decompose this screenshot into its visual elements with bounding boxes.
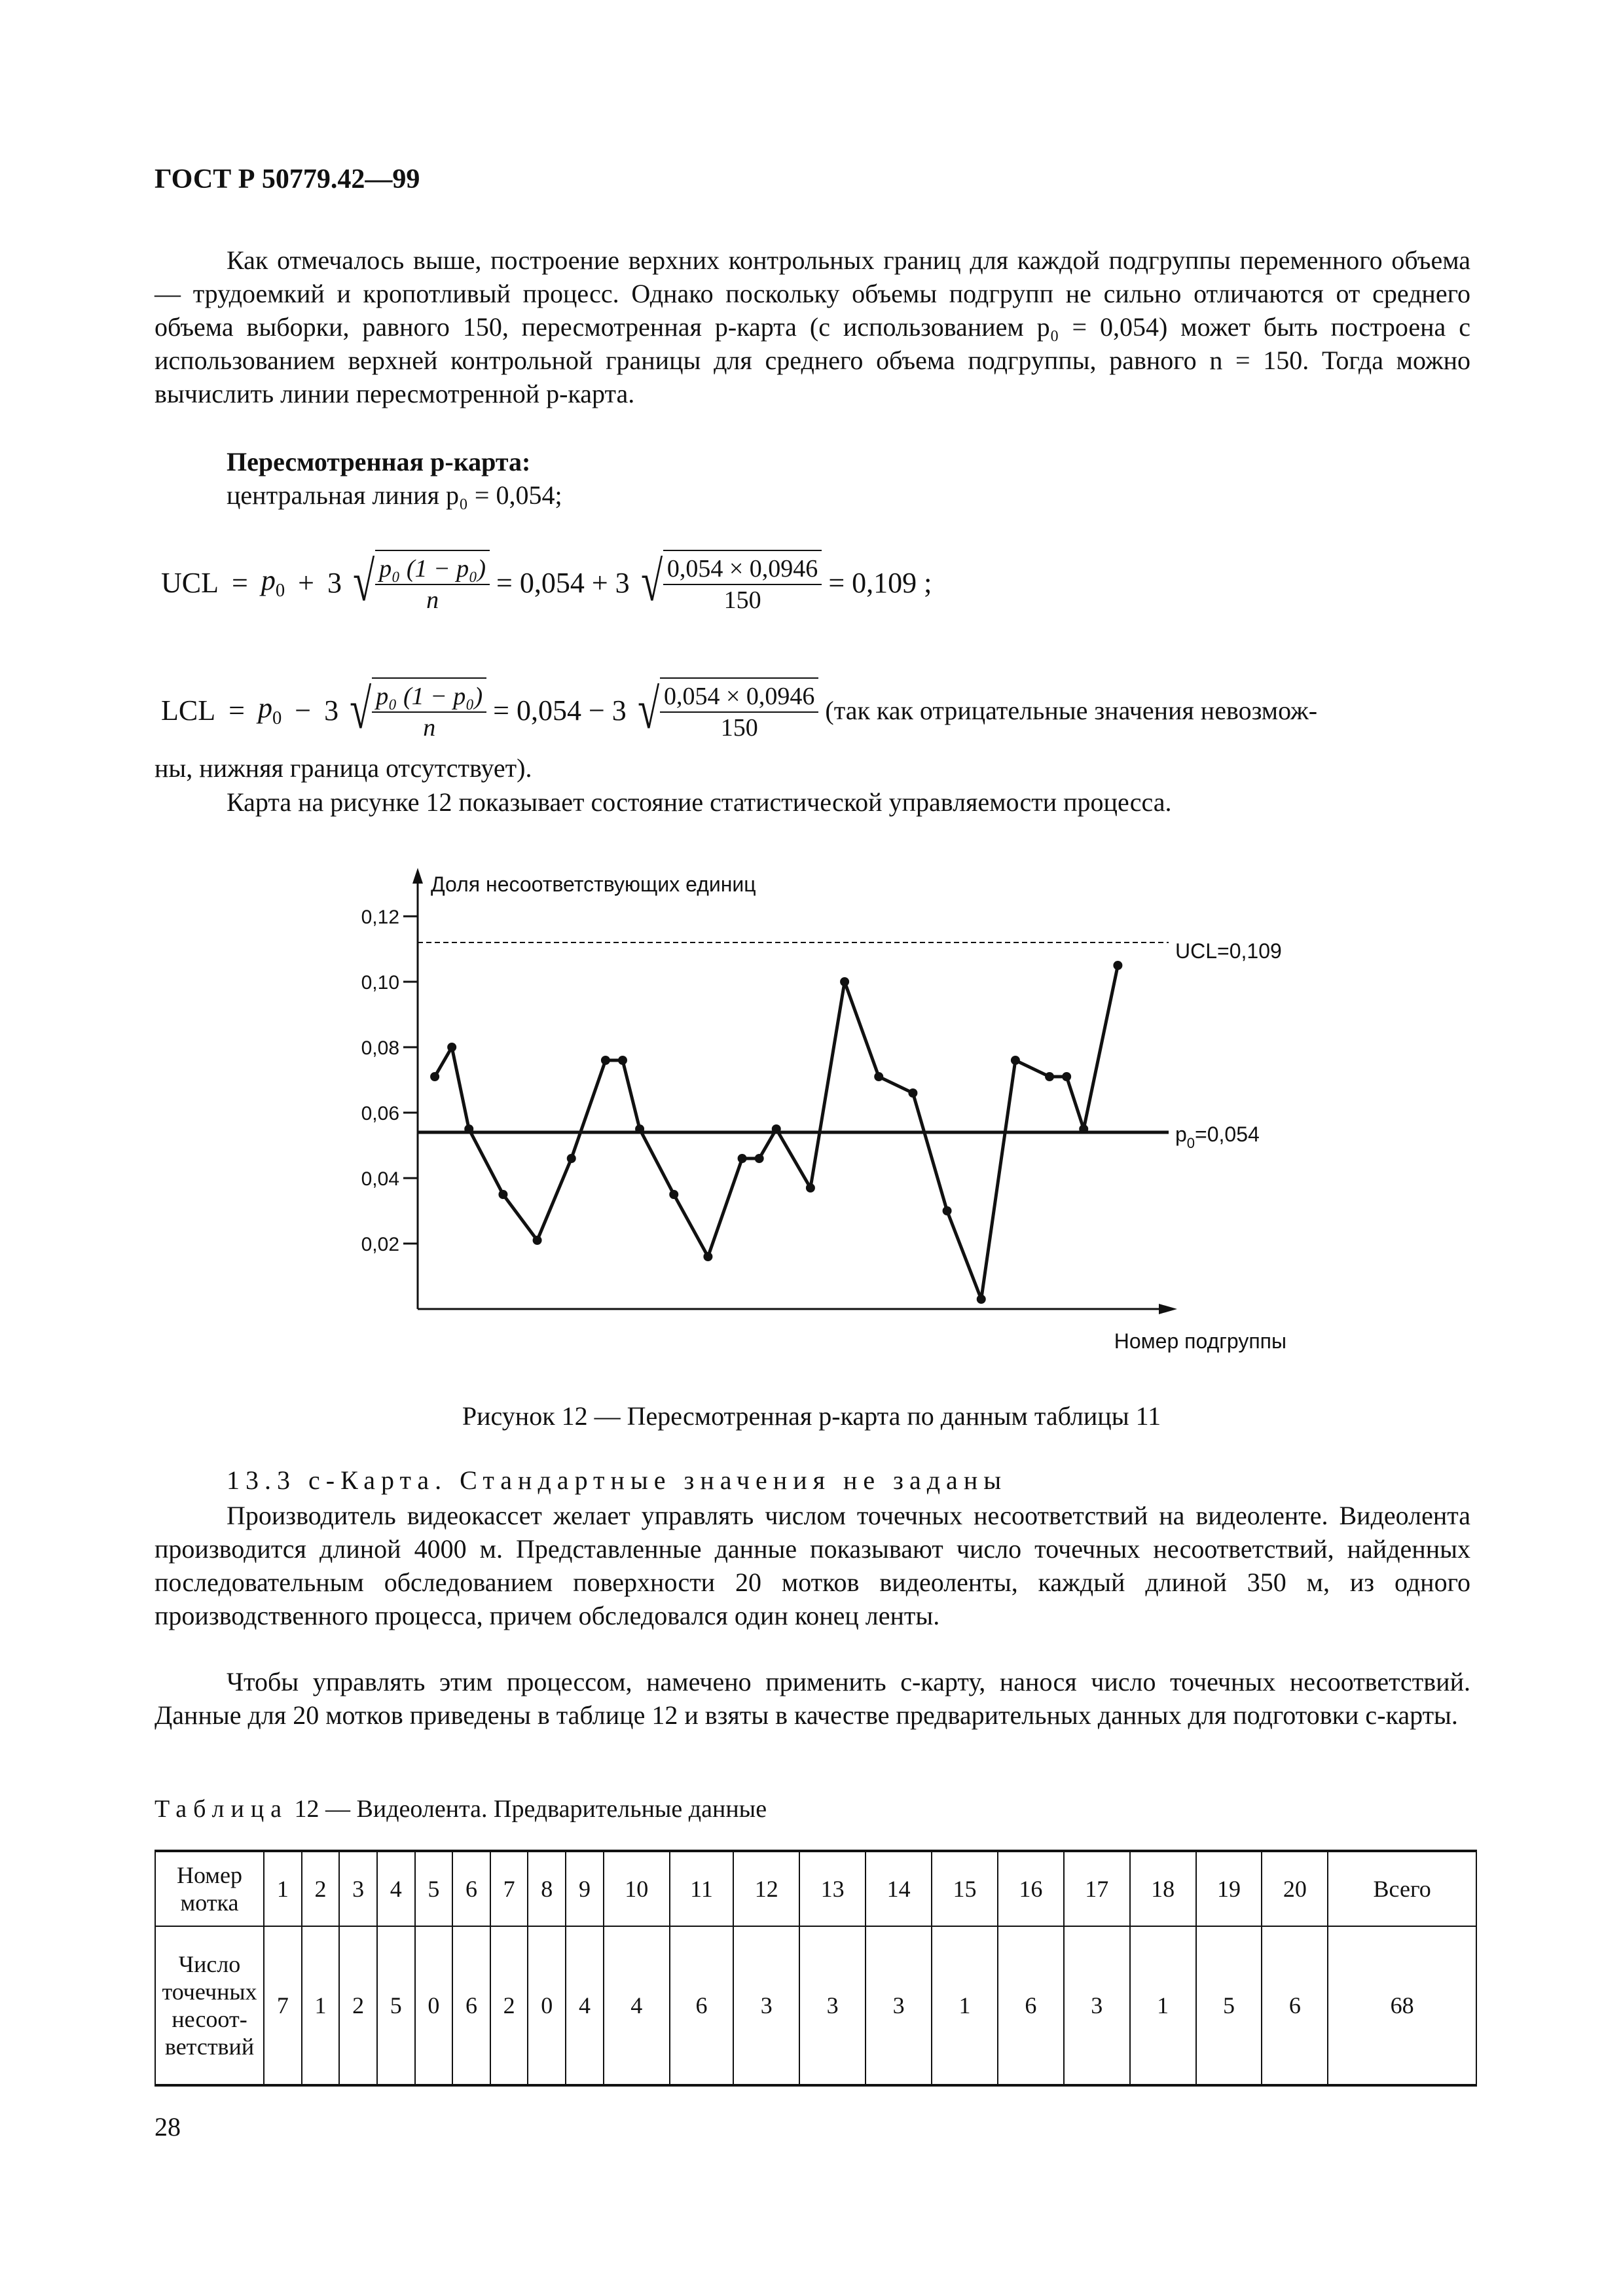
table-col-header: 4 <box>377 1851 415 1926</box>
revised-chart-heading: Пересмотренная p-карта: <box>227 447 531 476</box>
ucl-den2: 150 <box>723 586 761 614</box>
table-col-header: 14 <box>866 1851 932 1926</box>
section-paragraph-1: Производитель видеокассет желает управлять числом точечных несоответствий на видеоленте. Видеолента производится длиной 4000 м. Представленные данные показывают число точечных несоответствий, найденных последовательным обследованием поверхности 20 мотков видеоленты, каждый длиной 350 м, из одного производственного процесса, причем обследовался один конец ленты. <box>155 1501 1470 1630</box>
ucl-eq: = <box>232 566 248 599</box>
table-col-header: 11 <box>670 1851 734 1926</box>
lcl-tail: (так как отрицательные значения невозмож- <box>825 695 1318 725</box>
table-col-header: 18 <box>1130 1851 1196 1926</box>
table-cell: 7 <box>264 1926 302 2085</box>
section-title <box>227 1465 1007 1496</box>
lcl-den2: 150 <box>720 714 758 742</box>
data-table <box>155 1850 1477 2087</box>
y-tick-label: 0,06 <box>361 1103 399 1124</box>
table-cell: 4 <box>566 1926 604 2085</box>
table-title-word: Таблица <box>155 1795 289 1823</box>
chart-ticks <box>361 906 418 1255</box>
y-tick-label: 0,02 <box>361 1234 399 1255</box>
table-col-header: 15 <box>932 1851 998 1926</box>
table-col-header: 12 <box>733 1851 799 1926</box>
p-chart-svg <box>327 851 1336 1374</box>
table-col-header: 6 <box>452 1851 490 1926</box>
table-cell: 0 <box>528 1926 566 2085</box>
table-col-header: 7 <box>490 1851 528 1926</box>
table-cell: 3 <box>866 1926 932 2085</box>
table-cell: 6 <box>670 1926 734 2085</box>
page-number: 28 <box>155 2112 181 2142</box>
table-cell: 3 <box>733 1926 799 2085</box>
x-axis-arrow <box>1159 1304 1177 1314</box>
table-cell: 2 <box>490 1926 528 2085</box>
data-point <box>738 1154 747 1163</box>
lcl-three: 3 <box>324 694 339 726</box>
data-point <box>840 977 849 986</box>
lcl-eq: = <box>228 694 245 726</box>
ucl-num: p₀ (1 − p₀) <box>379 555 486 583</box>
table-col-header: 9 <box>566 1851 604 1926</box>
data-point <box>430 1072 439 1081</box>
data-point <box>635 1124 644 1134</box>
paragraph-intro: Как отмечалось выше, построение верхних контрольных границ для каждой подгруппы переменного объема — трудоемкий и кропотливый процесс. Однако поскольку объемы подгрупп не сильно отличаются от среднего объема выборки, равного 150, пересмотренная p-карта (с использованием p₀ = 0,054) может быть построена с использованием верхней контрольной границы для среднего объема подгруппы, равного n = 150. Тогда можно вычислить линии пересмотренной p-карта. <box>155 245 1470 408</box>
data-point <box>447 1043 456 1052</box>
section-number: 13.3 <box>227 1465 296 1495</box>
data-point <box>1011 1056 1020 1065</box>
table-cell: 6 <box>452 1926 490 2085</box>
lcl-den: n <box>423 714 436 742</box>
lcl-num: p₀ (1 − p₀) <box>376 683 483 710</box>
ucl-eq2: = 0,054 + 3 <box>496 566 630 599</box>
table-col-header: 8 <box>528 1851 566 1926</box>
lcl-num2: 0,054 × 0,0946 <box>660 681 818 713</box>
y-tick-label: 0,10 <box>361 972 399 994</box>
lcl-p: p <box>257 692 272 725</box>
section-paragraph-2: Чтобы управлять этим процессом, намечено применить c-карту, нанося число точечных несоответствий. Данные для 20 мотков приведены в таблице 12 и взяты в качестве предварительных данных для подготовки c-карты. <box>155 1667 1470 1730</box>
chart-lines <box>418 942 1169 1132</box>
table-cell: 2 <box>339 1926 377 2085</box>
center-label-rest: =0,054 <box>1195 1122 1260 1146</box>
ucl-lhs: UCL <box>161 566 219 599</box>
data-point <box>806 1183 815 1193</box>
chart-y-label: Доля несоответствующих единиц <box>431 872 756 896</box>
table-col-header: 16 <box>998 1851 1064 1926</box>
data-point <box>874 1072 883 1081</box>
ucl-label: UCL=0,109 <box>1175 939 1282 963</box>
y-tick-label: 0,04 <box>361 1168 399 1190</box>
table-col-header: 17 <box>1064 1851 1130 1926</box>
ucl-den: n <box>426 586 439 614</box>
data-point <box>908 1088 917 1098</box>
table-cell: 6 <box>998 1926 1064 2085</box>
lcl-sqrt2: √ $\frac{0,054 \times 0,0946}{150}$ <box>633 677 819 743</box>
chart-axes <box>412 868 1177 1314</box>
table-cell: 5 <box>377 1926 415 2085</box>
center-line-label <box>1175 1122 1260 1151</box>
center-line-text: центральная линия p₀ = 0,054; <box>227 480 562 510</box>
table-col-header: 2 <box>302 1851 340 1926</box>
table-cell: 1 <box>302 1926 340 2085</box>
ucl-p: p <box>261 564 276 597</box>
data-point <box>618 1056 627 1065</box>
ucl-num2: 0,054 × 0,0946 <box>663 554 822 585</box>
figure-caption: Рисунок 12 — Пересмотренная p-карта по данным таблицы 11 <box>462 1401 1161 1431</box>
ucl-formula <box>155 550 938 615</box>
data-point <box>1062 1072 1071 1081</box>
ucl-three: 3 <box>327 566 342 599</box>
data-point <box>977 1295 986 1304</box>
table-col-header: Всего <box>1328 1851 1476 1926</box>
center-label-sub: 0 <box>1186 1135 1195 1151</box>
data-point <box>601 1056 610 1065</box>
data-point <box>1045 1072 1054 1081</box>
data-point <box>772 1124 781 1134</box>
ucl-sqrt: √ $\frac{\text{p₀ (1 − p₀)}}{n}$ <box>348 550 490 615</box>
table-col-header: 20 <box>1262 1851 1328 1926</box>
data-point <box>703 1252 712 1261</box>
p-chart-figure <box>327 851 1336 1374</box>
lcl-sqrt: √ $\frac{\text{p₀ (1 − p₀)}}{n}$ <box>345 677 486 743</box>
table-cell: 68 <box>1328 1926 1476 2085</box>
row1-header-cell: Номер мотка <box>155 1851 264 1926</box>
table-row-header <box>155 1851 1476 1926</box>
lcl-lhs: LCL <box>161 694 216 726</box>
data-point <box>533 1236 542 1245</box>
ucl-sqrt2: √ $\frac{0,054 \times 0,0946}{150}$ <box>636 550 822 615</box>
row2-header-cell: Число точечных несоот-ветствий <box>155 1926 264 2085</box>
table-title <box>155 1795 767 1823</box>
ucl-result: = 0,109 ; <box>828 566 932 599</box>
document-header: ГОСТ Р 50779.42—99 <box>155 164 420 194</box>
table-cell: 1 <box>1130 1926 1196 2085</box>
center-label-main: p <box>1175 1122 1187 1146</box>
data-point <box>755 1154 764 1163</box>
ucl-plus: + <box>298 566 314 599</box>
data-point <box>943 1206 952 1215</box>
paragraph-chart-state: Карта на рисунке 12 показывает состояние статистической управляемости процесса. <box>227 787 1172 817</box>
data-point <box>669 1190 678 1199</box>
y-tick-label: 0,08 <box>361 1037 399 1059</box>
table-cell: 4 <box>604 1926 670 2085</box>
lcl-formula <box>155 677 1470 743</box>
y-axis-arrow <box>412 868 423 884</box>
table-row-values <box>155 1926 1476 2085</box>
table-col-header: 5 <box>415 1851 453 1926</box>
ucl-p-sub: 0 <box>275 580 285 601</box>
lcl-eq2: = 0,054 − 3 <box>493 694 627 726</box>
data-point <box>1113 961 1122 970</box>
table-col-header: 3 <box>339 1851 377 1926</box>
lcl-minus: − <box>295 694 312 726</box>
y-tick-label: 0,12 <box>361 906 399 928</box>
table-col-header: 13 <box>799 1851 866 1926</box>
data-point <box>567 1154 576 1163</box>
table-col-header: 19 <box>1196 1851 1262 1926</box>
data-point <box>1079 1124 1088 1134</box>
lcl-continuation: ны, нижняя граница отсутствует). <box>155 753 532 783</box>
table-cell: 1 <box>932 1926 998 2085</box>
section-heading: c-Карта. Стандартные значения не заданы <box>308 1465 1008 1495</box>
chart-x-label: Номер подгруппы <box>1114 1329 1286 1353</box>
data-point <box>464 1124 473 1134</box>
table-title-rest: 12 — Видеолента. Предварительные данные <box>294 1795 767 1823</box>
table-cell: 5 <box>1196 1926 1262 2085</box>
lcl-p-sub: 0 <box>272 708 282 728</box>
table-cell: 3 <box>1064 1926 1130 2085</box>
table-col-header: 1 <box>264 1851 302 1926</box>
table-cell: 3 <box>799 1926 866 2085</box>
table-cell: 6 <box>1262 1926 1328 2085</box>
table-col-header: 10 <box>604 1851 670 1926</box>
data-point <box>498 1190 507 1199</box>
table-cell: 0 <box>415 1926 453 2085</box>
